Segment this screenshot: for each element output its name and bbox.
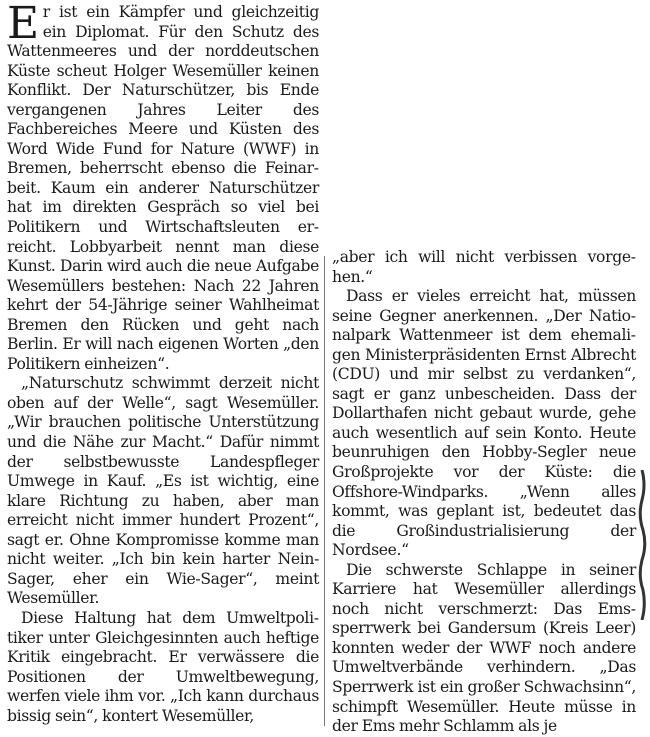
column-divider [324,256,325,726]
paragraph: „Naturschutz schwimmt derzeit nicht oben auf der Welle“, sagt Wesemüller. „Wir brauchen politische Unterstützung und die Nähe zur Macht.“ Dafür nimmt der selbstbewusste Landespfleger Umwege in Kauf. „Es ist wichtig, eine klare Richtung zu haben, aber man erreicht nicht immer hundert Prozent“, sagt er. Ohne Kompromisse komme man nicht weiter. „Ich bin kein harter Nein-Sager, eher ein Wie-Sager“, meint Wesemüller. [7,374,319,608]
paragraph: Diese Haltung hat dem Umweltpolitiker unter Gleichgesinnten auch heftige Kritik eingebracht. Er verwässere die Positionen der Umweltbewegung, werfen viele ihm vor. „Ich kann durchaus bissig sein“, kontert Wesemüller, [7,608,319,725]
article-column-right [332,248,636,737]
drop-cap: E [7,0,39,49]
article-column-left [7,0,319,726]
paragraph-text: r ist ein Kämpfer und gleichzeitig ein Diplomat. Für den Schutz des Wattenmeeres und der norddeutschen Küste scheut Holger Wesemüller keinen Konflikt. Der Naturschützer, bis Ende vergangenen Jahres Leiter des Fachbereiches Meere und Küsten des Word Wide Fund for Nature (WWF) in Bremen, beherrscht ebenso die Feinarbeit. Kaum ein anderer Naturschützer hat im direkten Gespräch so viel bei Politikern und Wirtschaftsleuten erreicht. Lobbyarbeit nennt man diese Kunst. Darin wird auch die neue Aufgabe Wesemüllers bestehen: Nach 22 Jahren kehrt der 54-Jährige seiner Wahlheimat Bremen den Rücken und geht nach Berlin. Er will nach eigenen Worten „den Politikern einheizen“. [7,3,319,373]
paragraph: Die schwerste Schlappe in seiner Karriere hat Wesemüller allerdings noch nicht verschmerzt: Das Emssperrwerk bei Gandersum (Kreis Leer) konnten weder der WWF noch andere Umweltverbände verhindern. „Das Sperrwerk ist ein großer Schwachsinn“, schimpft Wesemüller. Heute müsse in der Ems mehr Schlamm als je [332,560,636,736]
paragraph: „aber ich will nicht verbissen vorgehen.“ [332,248,636,286]
scan-edge-mark [638,470,648,620]
paragraph [7,0,319,374]
paragraph: Dass er vieles erreicht hat, müssen seine Gegner anerkennen. „Der Nationalpark Wattenmeer ist dem ehemaligen Ministerpräsidenten Ernst Albrecht (CDU) und mir selbst zu verdanken“, sagt er ganz unbescheiden. Dass der Dollarthafen nicht gebaut wurde, gehe auch wesentlich auf sein Konto. Heute beunruhigen den Hobby-Segler neue Großprojekte vor der Küste: die Offshore-Windparks. „Wenn alles kommt, was geplant ist, bedeutet das die Großindustrialisierung der Nordsee.“ [332,287,636,560]
